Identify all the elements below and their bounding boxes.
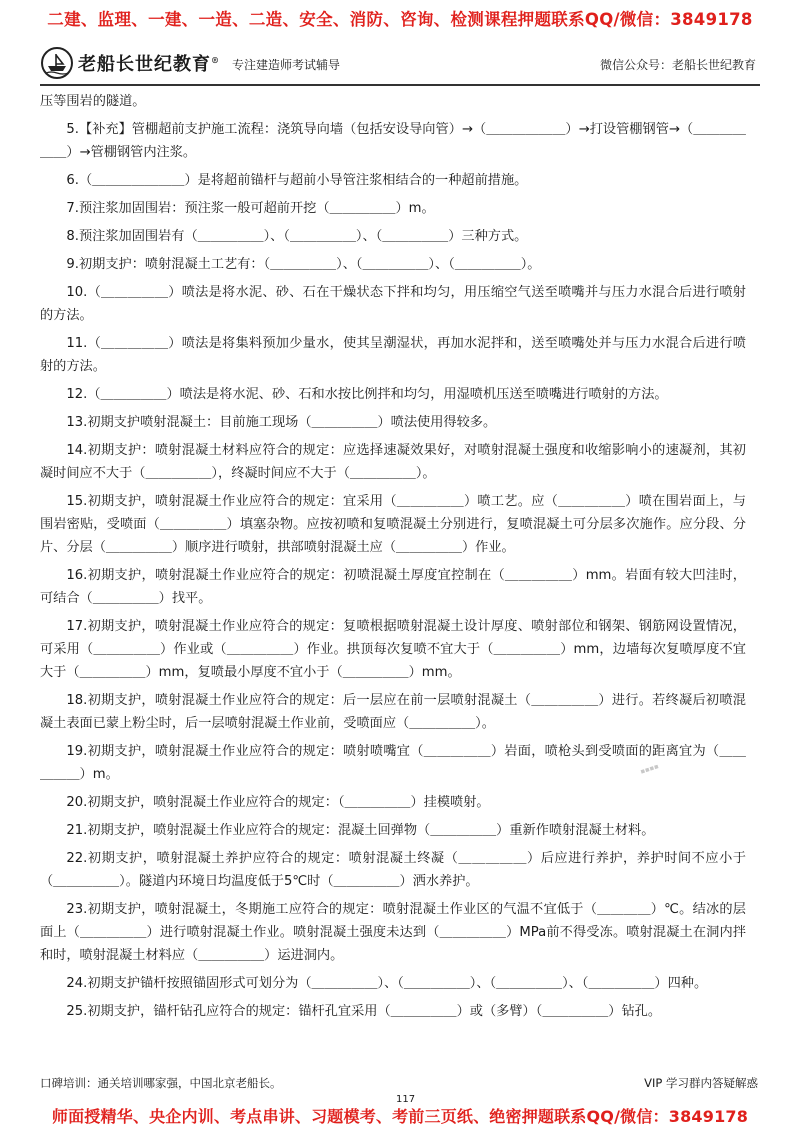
question-24: 24.初期支护锚杆按照锚固形式可划分为（＿＿＿＿＿）、（＿＿＿＿＿）、（＿＿＿＿＿）、（＿＿＿＿＿）四种。 bbox=[66, 976, 708, 991]
footer-vip-note: VIP 学习群内答疑解惑 bbox=[644, 1076, 758, 1090]
logo bbox=[40, 46, 220, 80]
question-22: 22.初期支护，喷射混凝土养护应符合的规定：喷射混凝土终凝（＿＿＿＿＿）后应进行养护，养护时间不应小于（＿＿＿＿＿）。隧道内环境日均温度低于5℃时（＿＿＿＿＿）洒水养护。 bbox=[40, 851, 746, 889]
question-16: 16.初期支护，喷射混凝土作业应符合的规定：初喷混凝土厚度宜控制在（＿＿＿＿＿）mm。岩面有较大凹洼时，可结合（＿＿＿＿＿）找平。 bbox=[40, 568, 746, 606]
question-14: 14.初期支护：喷射混凝土材料应符合的规定：应选择速凝效果好，对喷射混凝土强度和收缩影响小的速凝剂，其初凝时间应不大于（＿＿＿＿＿），终凝时间应不大于（＿＿＿＿＿）。 bbox=[40, 443, 746, 481]
question-19: 19.初期支护，喷射混凝土作业应符合的规定：喷射喷嘴宜（＿＿＿＿＿）岩面，喷枪头到受喷面的距离宜为（＿＿＿＿＿）m。 bbox=[40, 744, 746, 782]
logo-text: 老船长世纪教育® bbox=[78, 54, 220, 75]
page-number: 117 bbox=[396, 1094, 416, 1105]
header-tagline: 专注建造师考试辅导 bbox=[232, 58, 341, 72]
header-wechat: 微信公众号：老船长世纪教育 bbox=[599, 58, 756, 72]
registered-mark: ® bbox=[211, 55, 220, 65]
faint-watermark: ▪▪▪▪ bbox=[639, 762, 660, 776]
question-10: 10.（＿＿＿＿＿）喷法是将水泥、砂、石在干燥状态下拌和均匀，用压缩空气送至喷嘴并与压力水混合后进行喷射的方法。 bbox=[40, 285, 746, 323]
question-12: 12.（＿＿＿＿＿）喷法是将水泥、砂、石和水按比例拌和均匀，用湿喷机压送至喷嘴进行喷射的方法。 bbox=[66, 387, 668, 402]
bottom-promo-banner: 师面授精华、央企内训、考点串讲、习题模考、考前三页纸、绝密押题联系QQ/微信：3849178 bbox=[51, 1107, 749, 1126]
question-8: 8.预注浆加固围岩有（＿＿＿＿＿）、（＿＿＿＿＿）、（＿＿＿＿＿）三种方式。 bbox=[66, 229, 528, 244]
question-13: 13.初期支护喷射混凝土：目前施工现场（＿＿＿＿＿）喷法使用得较多。 bbox=[66, 415, 497, 430]
intro-text: 压等围岩的隧道。 bbox=[40, 94, 146, 109]
ship-logo-icon bbox=[40, 46, 74, 80]
footer-slogan: 口碑培训：通关培训哪家强，中国北京老船长。 bbox=[40, 1076, 282, 1090]
question-9: 9.初期支护：喷射混凝土工艺有：（＿＿＿＿＿）、（＿＿＿＿＿）、（＿＿＿＿＿）。 bbox=[66, 257, 541, 272]
top-promo-banner: 二建、监理、一建、一造、二造、安全、消防、咨询、检测课程押题联系QQ/微信：3849178 bbox=[47, 10, 753, 29]
question-17: 17.初期支护，喷射混凝土作业应符合的规定：复喷根据喷射混凝土设计厚度、喷射部位和钢架、钢筋网设置情况，可采用（＿＿＿＿＿）作业或（＿＿＿＿＿）作业。拱顶每次复喷不宜大于（＿＿＿＿＿）mm，边墙每次复喷厚度不宜大于（＿＿＿＿＿）mm，复喷最小厚度不宜小于（＿＿＿＿＿）mm。 bbox=[40, 619, 746, 680]
question-list bbox=[40, 90, 746, 1028]
question-18: 18.初期支护，喷射混凝土作业应符合的规定：后一层应在前一层喷射混凝土（＿＿＿＿＿）进行。若终凝后初喷混凝土表面已蒙上粉尘时，后一层喷射混凝土作业前，受喷面应（＿＿＿＿＿）。 bbox=[40, 693, 746, 731]
question-5: 5.【补充】管棚超前支护施工流程：浇筑导向墙（包括安设导向管）→（＿＿＿＿＿＿）→打设管棚钢管→（＿＿＿＿＿＿）→管棚钢管内注浆。 bbox=[40, 122, 746, 160]
question-7: 7.预注浆加固围岩：预注浆一般可超前开挖（＿＿＿＿＿）m。 bbox=[66, 201, 435, 216]
question-23: 23.初期支护，喷射混凝土，冬期施工应符合的规定：喷射混凝土作业区的气温不宜低于（＿＿＿＿）℃。结冰的层面上（＿＿＿＿＿）进行喷射混凝土作业。喷射混凝土强度未达到（＿＿＿＿＿）MPa前不得受冻。喷射混凝土在洞内拌和时，喷射混凝土材料应（＿＿＿＿＿）运进洞内。 bbox=[40, 902, 746, 963]
question-20: 20.初期支护，喷射混凝土作业应符合的规定：（＿＿＿＿＿）挂模喷射。 bbox=[66, 795, 490, 810]
question-21: 21.初期支护，喷射混凝土作业应符合的规定：混凝土回弹物（＿＿＿＿＿）重新作喷射混凝土材料。 bbox=[66, 823, 655, 838]
question-6: 6.（＿＿＿＿＿＿＿）是将超前锚杆与超前小导管注浆相结合的一种超前措施。 bbox=[66, 173, 528, 188]
question-15: 15.初期支护，喷射混凝土作业应符合的规定：宜采用（＿＿＿＿＿）喷工艺。应（＿＿＿＿＿）喷在围岩面上，与围岩密贴，受喷面（＿＿＿＿＿）填塞杂物。应按初喷和复喷混凝土分别进行，复喷混凝土可分层多次施作。应分段、分片、分层（＿＿＿＿＿）顺序进行喷射，拱部喷射混凝土应（＿＿＿＿＿）作业。 bbox=[40, 494, 746, 555]
page-header bbox=[40, 46, 760, 86]
question-11: 11.（＿＿＿＿＿）喷法是将集料预加少量水，使其呈潮湿状，再加水泥拌和，送至喷嘴处并与压力水混合后进行喷射的方法。 bbox=[40, 336, 746, 374]
question-25: 25.初期支护，锚杆钻孔应符合的规定：锚杆孔宜采用（＿＿＿＿＿）或（多臂）（＿＿＿＿＿）钻孔。 bbox=[66, 1004, 662, 1019]
